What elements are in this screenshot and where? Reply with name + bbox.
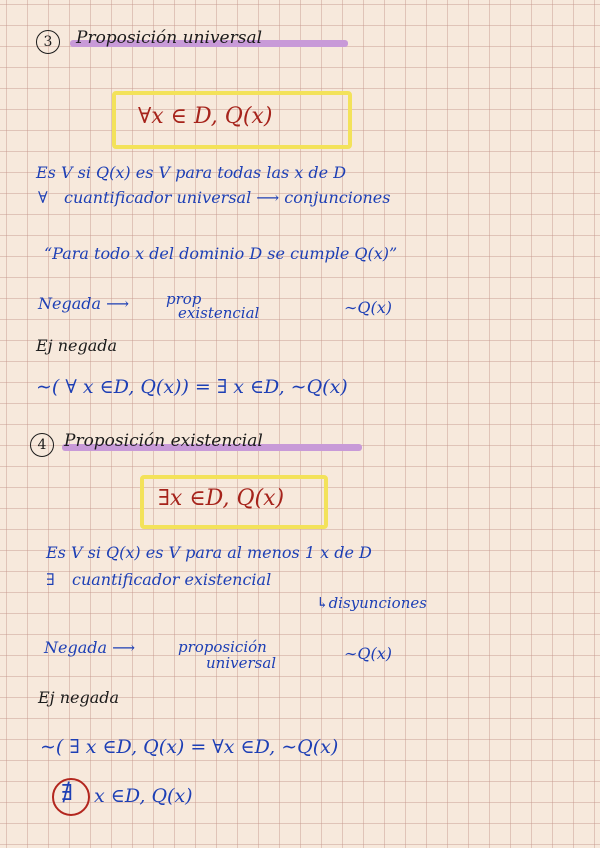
section-3-definition-line: Es V si Q(x) es V para todas las x de D — [36, 163, 347, 182]
section-3-ej-negada: Ej negada — [36, 336, 118, 355]
section-3-negada-prop-line1: prop — [166, 290, 202, 308]
section-3-formula: ∀x ∈ D, Q(x) — [138, 104, 273, 129]
section-4-definition-line: Es V si Q(x) es V para al menos 1 x de D — [46, 543, 372, 562]
section-4-disjunctions: ↳disyunciones — [316, 594, 427, 612]
not-exists-symbol: ∄ — [61, 781, 73, 806]
section-3-negada-prop-line2: existencial — [178, 304, 260, 322]
section-3-negation-equation: ∼( ∀ x ∈D, Q(x)) = ∃ x ∈D, ∼Q(x) — [36, 376, 348, 398]
section-4-negation-equation: ∼( ∃ x ∈D, Q(x) = ∀x ∈D, ∼Q(x) — [40, 736, 339, 758]
section-4-ej-negada: Ej negada — [38, 688, 120, 707]
section-3-forall-symbol: ∀ — [38, 188, 48, 207]
section-4-title: Proposición existencial — [64, 431, 263, 451]
section-4-formula: ∃x ∈D, Q(x) — [158, 486, 285, 511]
section-4-negada-prop-line2: universal — [206, 654, 277, 672]
section-4-quantifier-line: cuantificador existencial — [72, 570, 272, 589]
section-4-negada-label: Negada ⟶ — [44, 638, 136, 657]
section-3-title: Proposición universal — [76, 28, 263, 48]
section-3-negada-formula: ∼Q(x) — [344, 298, 393, 317]
section-3-quantifier-line: cuantificador universal ⟶ conjunciones — [64, 188, 391, 207]
section-4-exists-symbol: ∃ — [46, 570, 55, 589]
section-3-number: 3 — [36, 30, 60, 54]
section-4-negada-formula: ∼Q(x) — [344, 644, 393, 663]
section-4-negada-prop-line1: proposición — [178, 638, 267, 656]
not-exists-expression: x ∈D, Q(x) — [94, 785, 193, 807]
section-3-quote: “Para todo x del dominio D se cumple Q(x)” — [44, 244, 398, 263]
section-3-negada-label: Negada ⟶ — [38, 294, 130, 313]
section-4-number: 4 — [30, 433, 54, 457]
